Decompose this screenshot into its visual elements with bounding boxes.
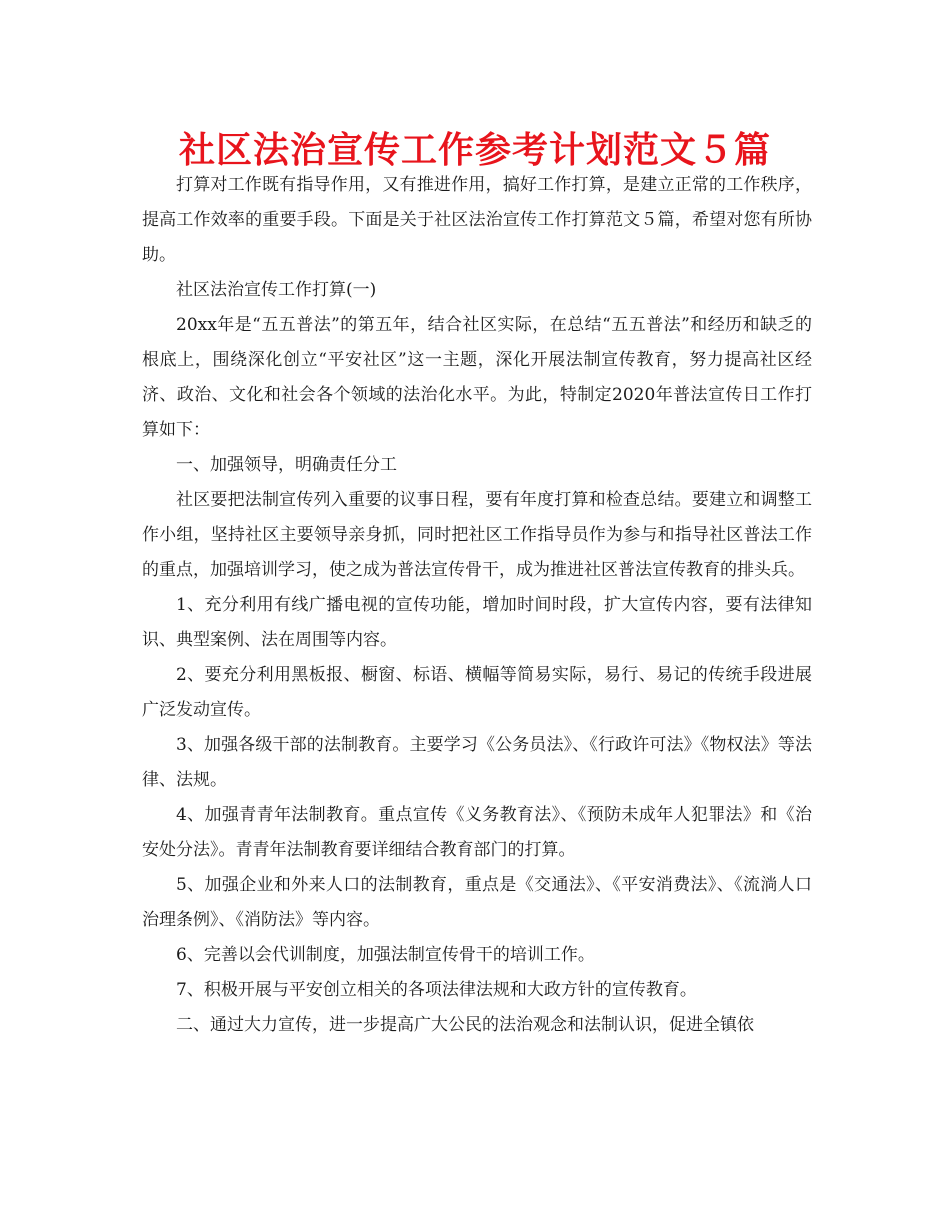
list-item-5: 5、加强企业和外来人口的法制教育，重点是《交通法》、《平安消费法》、《流淌人口治理条例》、《消防法》等内容。 [142, 875, 812, 930]
section-heading-plan-one: 社区法治宣传工作打算(一) [176, 280, 377, 300]
list-item-1: 1、充分利用有线广播电视的宣传功能，增加时间时段，扩大宣传内容，要有法律知识、典型案例、法在周围等内容。 [142, 595, 812, 650]
plan-overview-paragraph: 20xx年是“五五普法”的第五年，结合社区实际，在总结“五五普法”和经历和缺乏的根底上，围绕深化创立“平安社区”这一主题，深化开展法制宣传教育，努力提高社区经济、政治、文化和社会各个领域的法治化水平。为此，特制定2020年普法宣传日工作打算如下： [142, 315, 812, 440]
section-heading-leadership: 一、加强领导，明确责任分工 [176, 455, 397, 475]
list-item-3: 3、加强各级干部的法制教育。主要学习《公务员法》、《行政许可法》《物权法》等法律、法规。 [142, 735, 812, 790]
list-item-4: 4、加强青青年法制教育。重点宣传《义务教育法》、《预防未成年人犯罪法》和《治安处分法》。青青年法制教育要详细结合教育部门的打算。 [142, 805, 812, 860]
section-heading-publicity: 二、通过大力宣传，进一步提高广大公民的法治观念和法制认识，促进全镇依 [176, 1015, 754, 1035]
leadership-paragraph: 社区要把法制宣传列入重要的议事日程，要有年度打算和检查总结。要建立和调整工作小组，坚持社区主要领导亲身抓，同时把社区工作指导员作为参与和指导社区普法工作的重点，加强培训学习，使之成为普法宣传骨干，成为推进社区普法宣传教育的排头兵。 [142, 490, 812, 580]
list-item-2: 2、要充分利用黑板报、橱窗、标语、横幅等简易实际，易行、易记的传统手段进展广泛发动宣传。 [142, 665, 812, 720]
list-item-7: 7、积极开展与平安创立相关的各项法律法规和大政方针的宣传教育。 [176, 980, 697, 1000]
intro-paragraph: 打算对工作既有指导作用，又有推进作用，搞好工作打算，是建立正常的工作秩序，提高工作效率的重要手段。下面是关于社区法治宣传工作打算范文５篇，希望对您有所协助。 [142, 175, 812, 265]
document-title: 社区法治宣传工作参考计划范文５篇 [178, 130, 771, 171]
list-item-6: 6、完善以会代训制度，加强法制宣传骨干的培训工作。 [176, 945, 595, 965]
document-body [142, 168, 812, 1043]
